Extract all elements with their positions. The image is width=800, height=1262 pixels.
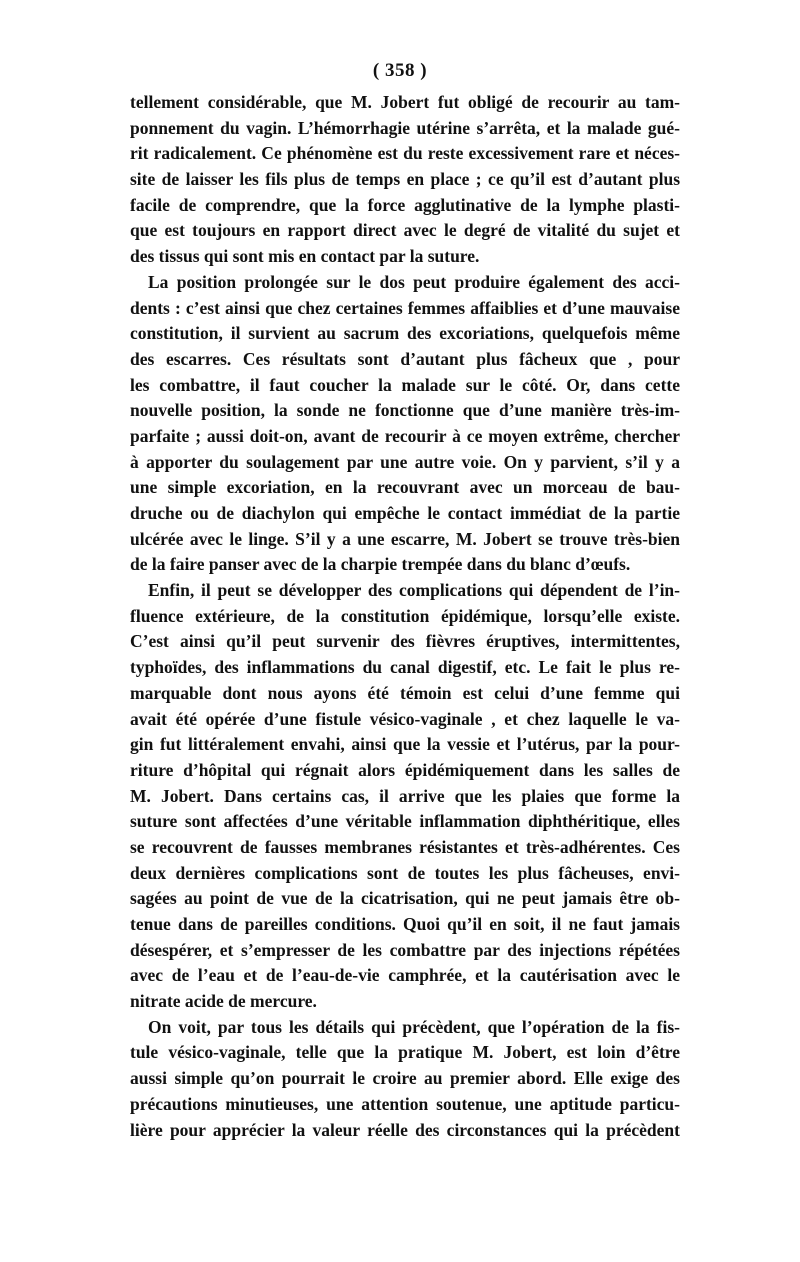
text-line: Enfin, il peut se développer des complications qui dépendent de l’in- (148, 580, 680, 601)
text-line: des tissus qui sont mis en contact par la suture. (130, 246, 480, 267)
text-line: que est toujours en rapport direct avec le degré de vitalité du sujet et (130, 220, 680, 241)
text-line: facile de comprendre, que la force agglutinative de la lymphe plasti- (130, 194, 680, 215)
text-line: de la faire panser avec de la charpie trempée dans du blanc d’œufs. (130, 554, 631, 575)
text-line: fluence extérieure, de la constitution épidémique, lorsqu’elle existe. (130, 605, 680, 626)
text-line: parfaite ; aussi doit-on, avant de recourir à ce moyen extrême, chercher (130, 425, 680, 446)
text-line: ponnement du vagin. L’hémorrhagie utérine s’arrêta, et la malade gué- (130, 117, 680, 138)
text-line: désespérer, et s’empresser de les combattre par des injections répétées (130, 939, 680, 960)
text-line: avec de l’eau et de l’eau-de-vie camphrée, et la cautérisation avec le (130, 965, 680, 986)
text-line: nouvelle position, la sonde ne fonctionne que d’une manière très-im- (130, 400, 680, 421)
text-line: à apporter du soulagement par une autre voie. On y parvient, s’il y a (130, 451, 680, 472)
text-line: tenue dans de pareilles conditions. Quoi qu’il en soit, il ne faut jamais (130, 914, 680, 934)
text-line: une simple excoriation, en la recouvrant avec un morceau de bau- (130, 477, 680, 498)
page-number: ( 358 ) (372, 60, 428, 81)
text-line: La position prolongée sur le dos peut produire également des acci- (148, 271, 680, 292)
text-line: tule vésico-vaginale, telle que la pratique M. Jobert, est loin d’être (130, 1042, 680, 1063)
text-line: C’est ainsi qu’il peut survenir des fièvres éruptives, intermittentes, (130, 631, 680, 652)
text-line: riture d’hôpital qui régnait alors épidémiquement dans les salles de (130, 759, 680, 780)
text-line: rit radicalement. Ce phénomène est du reste excessivement rare et néces- (130, 143, 680, 164)
text-line: typhoïdes, des inflammations du canal digestif, etc. Le fait le plus re- (130, 657, 680, 678)
text-line: nitrate acide de mercure. (130, 991, 317, 1012)
text-line: On voit, par tous les détails qui précèdent, que l’opération de la fis- (148, 1016, 680, 1037)
text-line: avait été opérée d’une fistule vésico-vaginale , et chez laquelle le va- (130, 708, 680, 729)
text-line: ulcérée avec le linge. S’il y a une escarre, M. Jobert se trouve très-bien (130, 528, 680, 549)
text-line: suture sont affectées d’une véritable inflammation diphthéritique, elles (130, 811, 680, 832)
text-line: M. Jobert. Dans certains cas, il arrive que les plaies que forme la (130, 785, 680, 806)
text-line: site de laisser les fils plus de temps en place ; ce qu’il est d’autant plus (130, 169, 680, 190)
text-line: précautions minutieuses, une attention soutenue, une aptitude particu- (130, 1093, 680, 1114)
text-line: les combattre, il faut coucher la malade sur le côté. Or, dans cette (130, 374, 680, 395)
text-line: tellement considérable, que M. Jobert fut obligé de recourir au tam- (130, 92, 680, 112)
text-line: se recouvrent de fausses membranes résistantes et très-adhérentes. Ces (130, 836, 680, 857)
text-line: sagées au point de vue de la cicatrisation, qui ne peut jamais être ob- (130, 888, 680, 909)
body-text (130, 90, 680, 1143)
text-line: aussi simple qu’on pourrait le croire au premier abord. Elle exige des (130, 1068, 680, 1089)
text-line: lière pour apprécier la valeur réelle des circonstances qui la précèdent (130, 1119, 680, 1140)
text-line: marquable dont nous ayons été témoin est celui d’une femme qui (130, 682, 680, 703)
text-line: des escarres. Ces résultats sont d’autant plus fâcheux que , pour (130, 348, 680, 369)
text-line: deux dernières complications sont de toutes les plus fâcheuses, envi- (130, 862, 680, 883)
text-line: druche ou de diachylon qui empêche le contact immédiat de la partie (130, 503, 680, 523)
text-line: gin fut littéralement envahi, ainsi que la vessie et l’utérus, par la pour- (130, 734, 680, 755)
text-line: dents : c’est ainsi que chez certaines femmes affaiblies et d’une mauvaise (130, 297, 680, 318)
text-line: constitution, il survient au sacrum des excoriations, quelquefois même (130, 323, 680, 344)
